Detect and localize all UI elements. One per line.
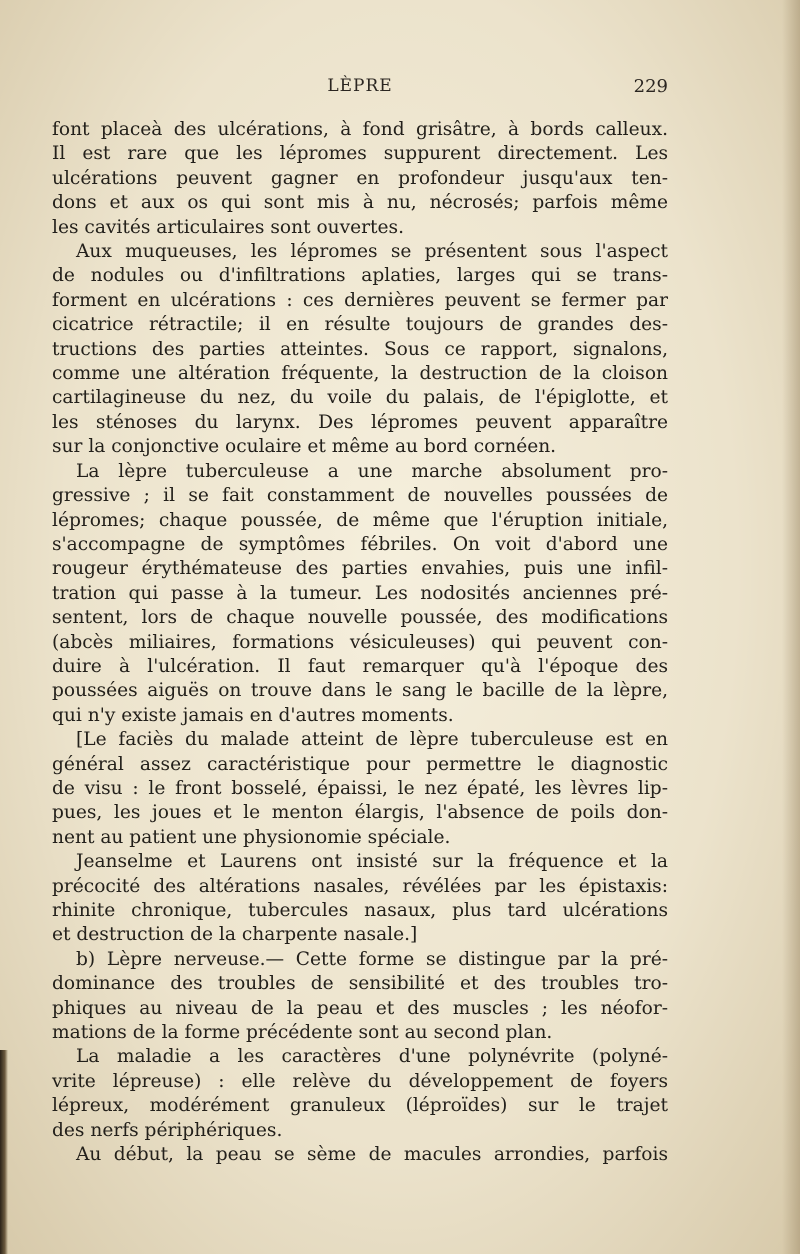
text-line: cartilagineuse du nez, du voile du palais, de l'épiglotte, et <box>52 387 668 409</box>
running-title: LÈPRE <box>327 76 393 96</box>
text-line: nent au patient une physionomie spéciale. <box>52 826 451 848</box>
paragraph-polynevrite <box>52 1045 668 1143</box>
text-line: dons et aux os qui sont mis à nu, nécrosés; parfois même <box>52 192 668 214</box>
text-line: tructions des parties atteintes. Sous ce rapport, signalons, <box>52 338 668 360</box>
text-line: b) Lèpre nerveuse.— Cette forme se distingue par la pré- <box>76 948 668 970</box>
text-line: sentent, lors de chaque nouvelle poussée, des modifications <box>52 607 668 629</box>
text-line: phiques au niveau de la peau et des muscles ; les néofor- <box>52 997 668 1019</box>
text-line: Il est rare que les lépromes suppurent directement. Les <box>52 143 668 165</box>
text-line: La lèpre tuberculeuse a une marche absolument pro- <box>76 460 668 482</box>
text-line: dominance des troubles de sensibilité et des troubles tro- <box>52 973 668 995</box>
paragraph-facies <box>52 728 668 850</box>
text-line: des nerfs périphériques. <box>52 1119 283 1141</box>
paragraph-marche <box>52 460 668 728</box>
text-line: lépreux, modérément granuleux (léproïdes) sur le trajet <box>52 1095 668 1117</box>
body-text <box>52 118 668 1167</box>
text-line: poussées aiguës on trouve dans le sang le bacille de la lèpre, <box>52 680 668 702</box>
text-line: duire à l'ulcération. Il faut remarquer qu'à l'époque des <box>52 655 668 677</box>
text-line: [Le faciès du malade atteint de lèpre tuberculeuse est en <box>76 729 668 751</box>
text-line: forment en ulcérations : ces dernières peuvent se fermer par <box>52 289 668 311</box>
text-line: de visu : le front bosselé, épaissi, le nez épaté, les lèvres lip- <box>52 777 668 799</box>
text-line: qui n'y existe jamais en d'autres moments. <box>52 704 454 726</box>
paragraph-muqueuses <box>52 240 668 460</box>
text-line: font placeà des ulcérations, à fond grisâtre, à bords calleux. <box>52 119 668 140</box>
text-line: les sténoses du larynx. Des lépromes peuvent apparaître <box>52 411 668 433</box>
text-line: (abcès miliaires, formations vésiculeuses) qui peuvent con- <box>52 631 668 653</box>
page-number: 229 <box>633 76 668 97</box>
text-line: vrite lépreuse) : elle relève du développement de foyers <box>52 1070 668 1092</box>
text-line: précocité des altérations nasales, révélées par les épistaxis: <box>52 875 668 897</box>
text-line: rougeur érythémateuse des parties envahies, puis une infil- <box>52 558 668 580</box>
text-line: rhinite chronique, tubercules nasaux, plus tard ulcérations <box>52 900 668 921</box>
paragraph-ulcerations <box>52 118 668 240</box>
text-line: Jeanselme et Laurens ont insisté sur la fréquence et la <box>76 851 668 873</box>
text-line: pues, les joues et le menton élargis, l'absence de poils don- <box>52 802 668 824</box>
page-edge-shadow-right <box>782 0 800 1254</box>
text-line: cicatrice rétractile; il en résulte toujours de grandes des- <box>52 314 668 336</box>
text-line: Aux muqueuses, les lépromes se présentent sous l'aspect <box>76 241 668 263</box>
text-line: La maladie a les caractères d'une polynévrite (polyné- <box>76 1046 668 1068</box>
text-line: Au début, la peau se sème de macules arrondies, parfois <box>76 1144 668 1166</box>
text-line: de nodules ou d'infiltrations aplaties, larges qui se trans- <box>52 265 668 287</box>
page-edge-shadow <box>0 1050 8 1254</box>
paragraph-lepre-nerveuse <box>52 948 668 1046</box>
text-line: et destruction de la charpente nasale.] <box>52 924 418 946</box>
paragraph-jeanselme <box>52 850 668 948</box>
text-line: gressive ; il se fait constamment de nouvelles poussées de <box>52 485 668 507</box>
text-line: lépromes; chaque poussée, de même que l'éruption initiale, <box>52 509 668 531</box>
text-line: mations de la forme précédente sont au second plan. <box>52 1022 553 1044</box>
text-line: tration qui passe à la tumeur. Les nodosités anciennes pré- <box>52 582 668 604</box>
paragraph-debut <box>52 1143 668 1167</box>
text-line: comme une altération fréquente, la destruction de la cloison <box>52 363 668 385</box>
text-line: sur la conjonctive oculaire et même au bord cornéen. <box>52 436 557 458</box>
text-line: les cavités articulaires sont ouvertes. <box>52 216 404 238</box>
text-line: ulcérations peuvent gagner en profondeur jusqu'aux ten- <box>52 167 668 189</box>
page-header <box>52 76 668 106</box>
text-line: s'accompagne de symptômes fébriles. On voit d'abord une <box>52 533 668 555</box>
text-line: général assez caractéristique pour permettre le diagnostic <box>52 753 668 775</box>
